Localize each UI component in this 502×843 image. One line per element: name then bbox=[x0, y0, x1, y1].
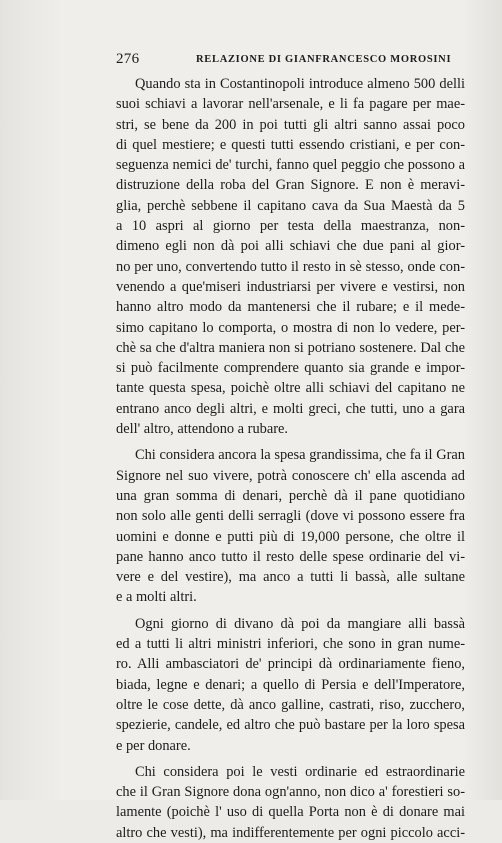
text-line: chè sa che d'altra maniera non si potriano sostenere. Dal che bbox=[116, 339, 465, 356]
text-line: stri, se bene da 200 in poi tutti gli altri sanno assai poco bbox=[116, 116, 465, 133]
text-line: distruzione della roba del Gran Signore. E non è meravi- bbox=[116, 177, 465, 194]
body-text bbox=[116, 74, 465, 843]
text-line: pane hanno anco tutto il resto delle spese ordinarie del vi- bbox=[116, 548, 465, 565]
paragraph-4 bbox=[116, 762, 465, 843]
text-line: si può facilmente comprendere quanto sia grande e impor- bbox=[116, 360, 465, 377]
text-line: uomini e donne e putti più di 19,000 persone, che oltre il bbox=[116, 528, 465, 545]
text-line: dell' altro, attendono a rubare. bbox=[116, 421, 289, 438]
text-line: spezierie, candele, ed altro che può bastare per la loro spesa bbox=[116, 717, 465, 734]
paragraph-2 bbox=[116, 445, 465, 607]
text-line: oltre le cose dette, dà anco galline, castrati, riso, zucchero, bbox=[116, 696, 465, 713]
text-line: venendo a que'miseri industriarsi per vivere e vestirsi, non bbox=[116, 278, 465, 295]
page-number: 276 bbox=[116, 51, 140, 67]
text-line: vere e del vestire), ma anco a tutti li bassà, alle sultane bbox=[116, 569, 465, 586]
text-line: no per uno, convertendo tutto il resto in sè stesso, onde con- bbox=[116, 258, 465, 275]
text-line: a 10 aspri al giorno per testa della maestranza, non- bbox=[116, 218, 465, 235]
text-line: una gran somma di denari, perchè dà il pane quotidiano bbox=[116, 487, 465, 504]
text-line: Chi considera ancora la spesa grandissima, che fa il Gran bbox=[135, 447, 465, 464]
text-line: ed a tutti li altri ministri inferiori, che sono in gran nume- bbox=[116, 636, 465, 653]
text-line: e per donare. bbox=[116, 737, 191, 754]
text-line: altro che vesti), ma indifferentemente per ogni piccolo acci- bbox=[116, 824, 465, 841]
text-line: non solo alle genti delli serragli (dove vi possono essere fra bbox=[116, 508, 465, 525]
text-line: Chi considera poi le vesti ordinarie ed estraordinarie bbox=[135, 763, 465, 780]
paragraph-1 bbox=[116, 74, 465, 439]
text-line: Ogni giorno di divano dà poi da mangiare alli bassà bbox=[135, 615, 465, 632]
text-line: glia, perchè sebbene il capitano cava da Sua Maestà da 5 bbox=[116, 197, 465, 214]
text-line: simo capitano lo comporta, o mostra di non lo vedere, per- bbox=[116, 319, 465, 336]
text-line: tante questa spesa, poichè oltre alli schiavi del capitano ne bbox=[116, 380, 465, 397]
text-line: Quando sta in Costantinopoli introduce almeno 500 delli bbox=[135, 76, 465, 92]
text-line: seguenza nemici de' turchi, fanno quel peggio che possono a bbox=[116, 157, 465, 174]
paragraph-3 bbox=[116, 614, 465, 756]
text-line: di quel mestiere; e questi tutti essendo cristiani, e per con- bbox=[116, 136, 465, 153]
text-line: ro. Alli ambasciatori de' principi dà ordinariamente fieno, bbox=[116, 656, 465, 673]
text-line: che il Gran Signore dona ogn'anno, non dico a' forestieri so- bbox=[116, 784, 465, 801]
text-line: entrano anco degli altri, e molti greci, che tutti, uno a gara bbox=[116, 400, 465, 417]
text-line: dimeno egli non dà poi alli schiavi che due pani al gior- bbox=[116, 238, 465, 255]
text-line: Signore nel suo vivere, potrà conoscere ch' ella ascenda ad bbox=[116, 467, 465, 484]
text-line: e a molti altri. bbox=[116, 589, 197, 606]
text-line: biada, legne e denari; a quello di Persia e dell'Imperatore, bbox=[116, 676, 465, 693]
text-line: lamente (poichè l' uso di quella Porta non è di donare mai bbox=[116, 804, 465, 821]
running-head: RELAZIONE DI GIANFRANCESCO MOROSINI bbox=[196, 54, 452, 65]
text-line: hanno altro modo da mantenersi che il rubare; e il mede- bbox=[116, 299, 465, 316]
text-line: suoi schiavi a lavorar nell'arsenale, e li fa pagare per mae- bbox=[116, 96, 465, 113]
page-header bbox=[116, 50, 452, 68]
